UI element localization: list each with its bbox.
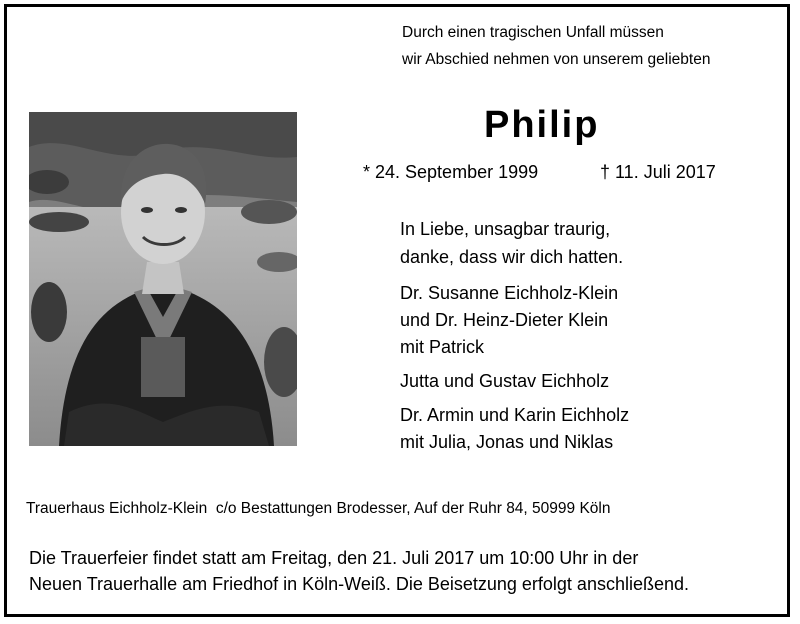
intro-line-2: wir Abschied nehmen von unserem geliebten bbox=[402, 51, 711, 68]
deceased-name: Philip bbox=[484, 104, 600, 146]
mourner-1-line-1: Dr. Susanne Eichholz-Klein bbox=[400, 283, 619, 303]
mourner-2-line-1: Jutta und Gustav Eichholz bbox=[400, 371, 610, 391]
mourner-1-line-3: mit Patrick bbox=[400, 337, 485, 357]
birth-date: * 24. September 1999 bbox=[363, 162, 539, 182]
mourning-house-address: Trauerhaus Eichholz-Klein c/o Bestattungen Brodesser, Auf der Ruhr 84, 50999 Köln bbox=[26, 500, 611, 517]
message-line-2: danke, dass wir dich hatten. bbox=[400, 247, 624, 267]
mourner-3-line-2: mit Julia, Jonas und Niklas bbox=[400, 432, 614, 452]
message-line-1: In Liebe, unsagbar traurig, bbox=[400, 219, 611, 239]
mourner-3-line-1: Dr. Armin und Karin Eichholz bbox=[400, 405, 630, 425]
funeral-notice-line-1: Die Trauerfeier findet statt am Freitag, den 21. Juli 2017 um 10:00 Uhr in der bbox=[29, 548, 639, 568]
death-date: † 11. Juli 2017 bbox=[600, 162, 716, 182]
portrait-photo bbox=[29, 112, 297, 446]
intro-line-1: Durch einen tragischen Unfall müssen bbox=[402, 24, 664, 41]
funeral-notice-line-2: Neuen Trauerhalle am Friedhof in Köln-Weiß. Die Beisetzung erfolgt anschließend. bbox=[29, 574, 690, 594]
mourner-1-line-2: und Dr. Heinz-Dieter Klein bbox=[400, 310, 609, 330]
